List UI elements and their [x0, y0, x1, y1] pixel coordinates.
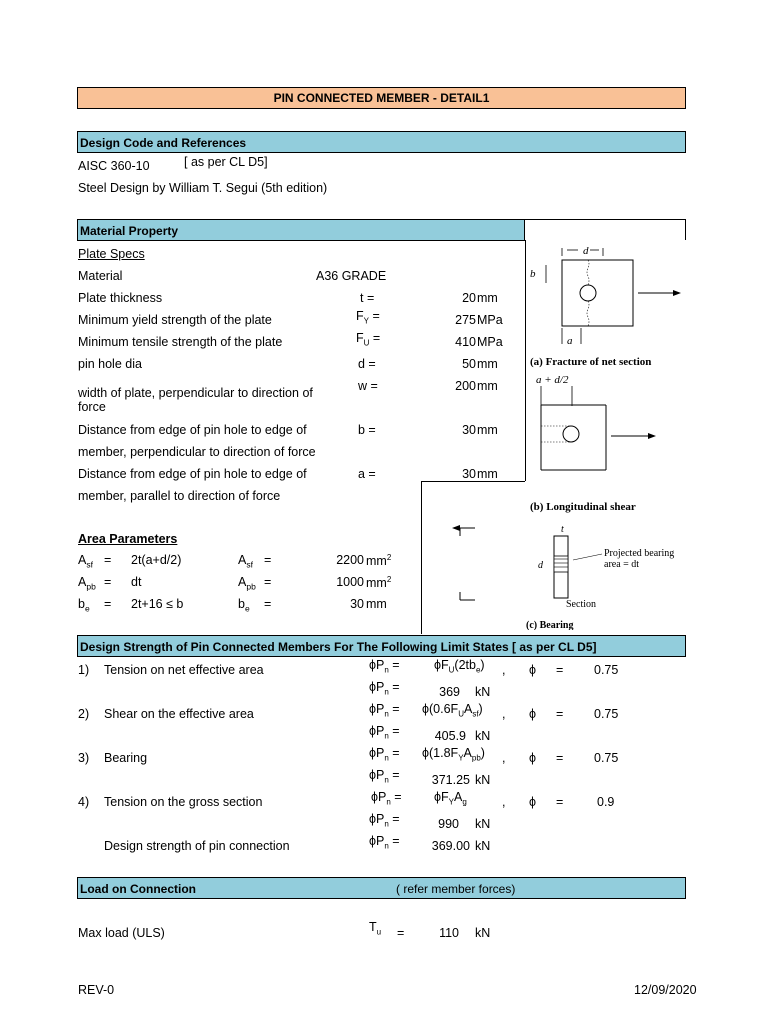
item-3-phi: ϕ	[529, 751, 537, 765]
area-sf-formula: 2t(a+d/2)	[131, 553, 182, 567]
fig-a-caption: (a) Fracture of net section	[530, 356, 652, 368]
tensile-strength-sym: $F_U$ =	[356, 331, 381, 348]
max-load-eq: =	[397, 926, 405, 940]
figure-c-bearing	[526, 524, 674, 630]
area-pb-eq: =	[104, 575, 112, 589]
item-2-comma: ,	[502, 707, 506, 721]
item-4-phi: ϕ	[529, 795, 537, 809]
area-sf-eq: =	[104, 553, 112, 567]
date: 12/09/2020	[634, 983, 697, 997]
dist-a-label-2: member, parallel to direction of force	[78, 489, 281, 503]
dist-a-value: 30	[462, 467, 476, 481]
be-formula: 2t+16 ≤ b	[131, 597, 184, 611]
dist-b-sym: b =	[358, 423, 376, 437]
design-strength-unit: kN	[475, 839, 491, 853]
tensile-strength-unit: MPa	[477, 335, 503, 349]
design-code: AISC 360-10	[78, 159, 150, 173]
item-2-phi-value: 0.75	[594, 707, 619, 721]
item-4-label: Tension on the gross section	[104, 795, 263, 809]
max-load-sym: $T_u$	[369, 920, 382, 937]
dist-b-label: Distance from edge of pin hole to edge of	[78, 423, 307, 437]
area-sf-sym-2: $A_{sf}$	[238, 553, 253, 570]
item-1-phi: ϕ	[529, 663, 537, 677]
design-strength-header: Design Strength of Pin Connected Members For The Following Limit States [ as per CL D5]	[77, 635, 686, 657]
item-1-phi-pn: $\phi P_n$ =	[369, 658, 400, 675]
item-1-comma: ,	[502, 663, 506, 677]
design-code-note: [ as per CL D5]	[184, 155, 268, 169]
pin-hole-label: pin hole dia	[78, 357, 142, 371]
item-4-result: 990	[438, 817, 459, 831]
item-3-label: Bearing	[104, 751, 148, 765]
area-pb-sym: $A_{pb}$	[78, 575, 96, 592]
be-eq: =	[104, 597, 112, 611]
load-header: Load on Connection	[77, 877, 686, 899]
item-4-unit: kN	[475, 817, 491, 831]
item-3-result: 371.25	[431, 773, 470, 787]
item-4-number: 4)	[78, 795, 90, 809]
be-eq-2: =	[264, 597, 272, 611]
item-1-formula: $\phi F_U(2tb_e)$	[434, 658, 485, 675]
fig-c-t-label: t	[561, 524, 564, 535]
plate-width-sym: w =	[358, 379, 378, 393]
design-strength-label: Design strength of pin connection	[104, 839, 290, 853]
item-2-number: 2)	[78, 707, 90, 721]
plate-thickness-value: 20	[462, 291, 476, 305]
figure-a-fracture	[530, 245, 681, 368]
figure-frame-horizontal	[421, 481, 525, 482]
area-sf-eq-2: =	[264, 553, 272, 567]
item-3-unit: kN	[475, 773, 491, 787]
design-reference: Steel Design by William T. Segui (5th edition)	[78, 181, 328, 195]
fig-a-a-label: a	[567, 335, 573, 347]
dist-b-unit: mm	[477, 423, 498, 437]
design-strength-phi-pn: $\phi P_n$ =	[369, 834, 400, 851]
item-1-label: Tension on net effective area	[104, 663, 264, 677]
be-unit: mm	[366, 597, 387, 611]
area-pb-sym-2: $A_{pb}$	[238, 575, 256, 592]
item-2-formula: $\phi(0.6F_UA_{sf})$	[422, 702, 483, 719]
fig-c-proj-label-1: Projected bearing	[604, 548, 675, 559]
dist-b-value: 30	[462, 423, 476, 437]
item-3-eq: =	[556, 751, 564, 765]
be-sym-2: $b_e$	[238, 597, 250, 614]
plate-thickness-label: Plate thickness	[78, 291, 163, 305]
item-2-phi-pn: $\phi P_n$ =	[369, 702, 400, 719]
max-load-label: Max load (ULS)	[78, 926, 165, 940]
be-sym: $b_e$	[78, 597, 90, 614]
item-2-phi-pn-result: $\phi P_n$ =	[369, 724, 400, 741]
fig-c-proj-label-2: area = dt	[604, 559, 640, 570]
item-2-phi: ϕ	[529, 707, 537, 721]
pin-hole-unit: mm	[477, 357, 498, 371]
material-header-extension	[524, 219, 686, 240]
max-load-value: 110	[439, 926, 459, 940]
item-1-phi-value: 0.75	[594, 663, 619, 677]
page-title: PIN CONNECTED MEMBER - DETAIL1	[77, 87, 686, 109]
item-1-number: 1)	[78, 663, 90, 677]
item-3-comma: ,	[502, 751, 506, 765]
area-sf-value: 2200	[336, 553, 364, 567]
pin-connection-figures	[526, 240, 686, 630]
item-3-phi-value: 0.75	[594, 751, 619, 765]
plate-width-unit: mm	[477, 379, 498, 393]
item-4-formula: $\phi F_YA_g$	[434, 790, 467, 807]
dist-a-sym: a =	[358, 467, 376, 481]
item-1-result: 369	[439, 685, 460, 699]
item-2-result: 405.9	[434, 729, 466, 743]
plate-width-label-2: force	[78, 400, 106, 414]
yield-strength-label: Minimum yield strength of the plate	[78, 313, 272, 327]
area-parameters-label: Area Parameters	[78, 532, 178, 546]
item-4-phi-value: 0.9	[597, 795, 615, 809]
item-1-unit: kN	[475, 685, 491, 699]
item-4-phi-pn: $\phi P_n$ =	[371, 790, 402, 807]
material-header: Material Property	[77, 219, 525, 241]
load-note: ( refer member forces)	[396, 882, 516, 896]
item-4-eq: =	[556, 795, 564, 809]
fig-b-caption: (b) Longitudinal shear	[530, 501, 636, 513]
material-label: Material	[78, 269, 123, 283]
fig-c-d-label: d	[538, 560, 543, 571]
plate-specs-label: Plate Specs	[78, 247, 145, 261]
area-sf-unit: $mm^2$	[366, 553, 392, 569]
item-1-phi-pn-result: $\phi P_n$ =	[369, 680, 400, 697]
item-3-phi-pn: $\phi P_n$ =	[369, 746, 400, 763]
yield-strength-unit: MPa	[477, 313, 503, 327]
figure-c-arrows	[440, 520, 530, 610]
area-pb-unit: $mm^2$	[366, 575, 392, 591]
material-value: A36 GRADE	[316, 269, 387, 283]
yield-strength-sym: $F_Y$ =	[356, 309, 380, 326]
dist-a-unit: mm	[477, 467, 498, 481]
item-2-label: Shear on the effective area	[104, 707, 254, 721]
fig-a-b-label: b	[530, 268, 536, 280]
item-1-eq: =	[556, 663, 564, 677]
item-3-phi-pn-result: $\phi P_n$ =	[369, 768, 400, 785]
yield-strength-value: 275	[455, 313, 476, 327]
plate-width-value: 200	[455, 379, 476, 393]
be-value: 30	[350, 597, 364, 611]
item-4-phi-pn-result: $\phi P_n$ =	[369, 812, 400, 829]
design-strength-value: 369.00	[431, 839, 470, 853]
plate-thickness-sym: t =	[360, 291, 375, 305]
fig-b-ad2-label: a + d/2	[536, 374, 569, 386]
area-pb-formula: dt	[131, 575, 142, 589]
item-2-eq: =	[556, 707, 564, 721]
figure-b-shear	[530, 374, 656, 513]
plate-thickness-unit: mm	[477, 291, 498, 305]
area-pb-eq-2: =	[264, 575, 272, 589]
figure-frame-vertical-2	[421, 481, 422, 634]
plate-width-label: width of plate, perpendicular to direction of	[78, 386, 313, 400]
design-code-header: Design Code and References	[77, 131, 686, 153]
item-3-number: 3)	[78, 751, 90, 765]
area-pb-value: 1000	[336, 575, 364, 589]
tensile-strength-label: Minimum tensile strength of the plate	[78, 335, 283, 349]
item-3-formula: $\phi(1.8F_YA_{pb})$	[422, 746, 485, 763]
tensile-strength-value: 410	[455, 335, 476, 349]
pin-hole-sym: d =	[358, 357, 376, 371]
max-load-unit: kN	[475, 926, 491, 940]
item-4-comma: ,	[502, 795, 506, 809]
fig-c-section-label: Section	[566, 599, 596, 610]
dist-a-label: Distance from edge of pin hole to edge of	[78, 467, 307, 481]
fig-a-d-label: d	[583, 245, 589, 257]
pin-hole-value: 50	[462, 357, 476, 371]
revision: REV-0	[78, 983, 115, 997]
fig-c-caption: (c) Bearing	[526, 620, 574, 630]
area-sf-sym: $A_{sf}$	[78, 553, 93, 570]
item-2-unit: kN	[475, 729, 491, 743]
dist-b-label-2: member, perpendicular to direction of force	[78, 445, 316, 459]
